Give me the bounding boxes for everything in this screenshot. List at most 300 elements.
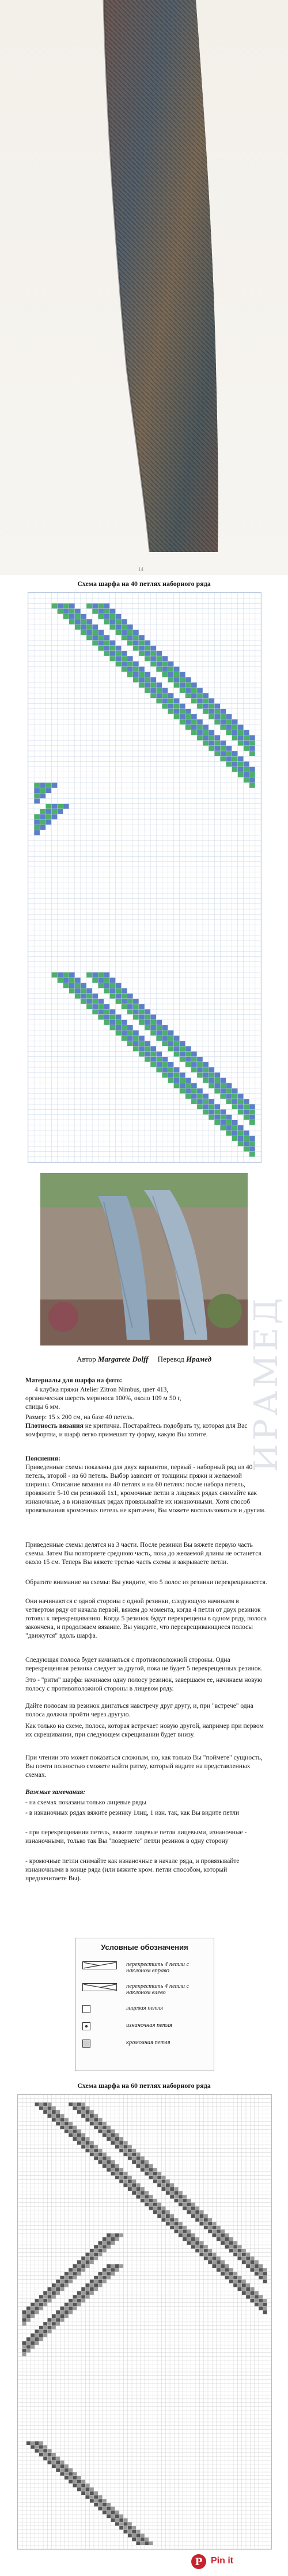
chart-stitch	[226, 1083, 232, 1088]
chart-stitch	[69, 2303, 73, 2307]
chart-stitch	[75, 619, 81, 624]
chart-stitch	[238, 756, 244, 761]
chart-stitch	[22, 2314, 26, 2318]
important-item-1: - на схемах показаны только лицевые ряды	[25, 1799, 147, 1806]
chart-stitch	[145, 2542, 149, 2546]
chart-stitch	[191, 2202, 195, 2206]
chart-stitch	[52, 2291, 56, 2295]
chart-stitch	[174, 683, 180, 688]
chart-stitch	[104, 603, 109, 608]
chart-stitch	[133, 999, 139, 1004]
chart-stitch	[187, 2237, 191, 2241]
chart-stitch	[81, 2260, 85, 2264]
chart-stitch	[132, 2160, 136, 2164]
pinit-logo[interactable]	[190, 2553, 282, 2570]
chart-stitch	[119, 2168, 123, 2172]
chart-stitch	[94, 2256, 98, 2260]
chart-stitch	[132, 2533, 136, 2537]
chart-stitch	[197, 1072, 203, 1078]
chart-stitch	[145, 641, 150, 646]
chart-stitch	[179, 2229, 183, 2233]
chart-stitch	[197, 1094, 203, 1099]
chart-stitch	[46, 788, 51, 793]
chart-stitch	[60, 2279, 64, 2283]
chart-stitch	[139, 646, 145, 651]
legend-label-5: кромочная петля	[126, 2040, 170, 2046]
chart-stitch	[161, 2218, 165, 2222]
chart-stitch	[122, 624, 127, 630]
chart-stitch	[226, 1115, 232, 1120]
chart-stitch	[197, 1057, 203, 1062]
chart-stitch	[179, 2222, 183, 2226]
chart-stitch	[249, 1120, 255, 1125]
chart-stitch	[203, 735, 209, 741]
chart-stitch	[47, 2106, 51, 2110]
chart-stitch	[233, 2279, 237, 2283]
chart-stitch	[141, 2164, 145, 2168]
chart-stitch	[47, 2456, 51, 2460]
chart-stitch	[139, 1020, 145, 1025]
chart-stitch	[56, 2118, 60, 2122]
chart-stitch	[111, 2264, 115, 2268]
chart-stitch	[60, 2472, 64, 2476]
chart-stitch	[58, 609, 63, 614]
chart-stitch	[94, 2145, 98, 2149]
chart-stitch	[183, 2202, 187, 2206]
chart-stitch	[85, 2483, 89, 2487]
chart-stitch	[109, 656, 115, 661]
chart-stitch	[123, 2176, 127, 2180]
chart-stitch	[145, 1057, 150, 1062]
chart-stitch	[220, 1109, 226, 1114]
chart-stitch	[221, 2237, 225, 2241]
materials-heading: Материалы для шарфа на фото:	[25, 1377, 122, 1384]
chart-stitch	[263, 2310, 267, 2314]
chart-stitch	[191, 2241, 195, 2245]
chart-stitch	[122, 1030, 127, 1036]
chart-stitch	[220, 746, 226, 751]
chart-stitch	[183, 2199, 187, 2203]
chart-stitch	[90, 2118, 94, 2122]
chart-stitch	[226, 746, 232, 751]
chart-stitch	[238, 1094, 244, 1099]
chart-stitch	[162, 693, 168, 698]
chart-stitch	[183, 2195, 187, 2199]
chart-stitch	[133, 1041, 139, 1046]
chart-stitch	[255, 2268, 259, 2272]
chart-stitch	[77, 2476, 81, 2480]
chart-stitch	[107, 2245, 111, 2249]
chart-stitch	[145, 1009, 150, 1014]
chart-stitch	[133, 646, 139, 651]
chart-stitch	[156, 651, 162, 656]
chart-stitch	[85, 2145, 89, 2149]
chart-stitch	[119, 2145, 123, 2149]
chart-stitch	[157, 2183, 161, 2187]
chart-stitch	[63, 983, 69, 988]
chart-stitch	[150, 677, 156, 683]
chart-stitch	[242, 2291, 246, 2295]
chart-stitch	[246, 2256, 250, 2260]
chart-stitch	[94, 2495, 98, 2499]
chart-stitch	[183, 2206, 187, 2210]
chart-stitch	[81, 2133, 85, 2137]
chart-stitch	[191, 1088, 197, 1094]
chart-stitch	[170, 2218, 174, 2222]
explanations-heading: Пояснения:	[25, 1455, 60, 1462]
chart-stitch	[197, 698, 203, 703]
chart-stitch	[65, 2306, 69, 2310]
chart-stitch	[174, 2222, 178, 2226]
chart-stitch	[149, 2202, 153, 2206]
chart-stitch	[90, 2291, 94, 2295]
chart-stitch	[65, 2122, 69, 2126]
chart-stitch	[65, 2126, 69, 2130]
chart-stitch	[221, 2268, 225, 2272]
chart-stitch	[191, 2206, 195, 2210]
chart-stitch	[115, 2518, 119, 2522]
chart-stitch	[122, 619, 127, 624]
chart-stitch	[162, 672, 168, 677]
chart-stitch	[73, 2137, 77, 2141]
chart-stitch	[103, 2276, 107, 2280]
chart-stitch	[127, 994, 133, 999]
chart-stitch	[221, 2229, 225, 2233]
chart-stitch	[157, 2214, 161, 2218]
chart-stitch	[85, 2252, 89, 2256]
chart-stitch	[128, 2187, 132, 2191]
chart-stitch	[47, 2291, 51, 2295]
chart-stitch	[43, 2299, 47, 2303]
materials-size: Размер: 15 х 200 см, на базе 40 петель.	[25, 1414, 134, 1421]
chart-stitch	[149, 2542, 153, 2546]
chart-stitch	[46, 814, 51, 819]
chart-stitch	[115, 2522, 119, 2526]
chart-stitch	[133, 661, 139, 666]
chart-stitch	[203, 1078, 209, 1083]
chart-stitch	[174, 1036, 180, 1041]
chart-stitch	[145, 2537, 149, 2542]
chart-stitch	[180, 704, 185, 709]
chart-stitch	[150, 661, 156, 666]
chart-stitch	[180, 1041, 185, 1046]
chart-stitch	[107, 2137, 111, 2141]
chart-stitch	[212, 2226, 216, 2230]
chart-stitch	[103, 2503, 107, 2507]
chart-stitch	[94, 2114, 98, 2118]
chart-stitch	[244, 1141, 249, 1146]
chart-stitch	[77, 2295, 81, 2299]
chart-stitch	[250, 2260, 254, 2264]
chart-stitch	[123, 2530, 127, 2534]
chart-stitch	[98, 2503, 102, 2507]
chart-stitch	[161, 2176, 165, 2180]
chart-stitch	[77, 2106, 81, 2110]
chart-stitch	[81, 2487, 85, 2491]
chart-60-stitches	[17, 2094, 272, 2550]
chart-stitch	[226, 1125, 232, 1130]
chart-stitch	[104, 614, 109, 619]
chart-stitch	[185, 1078, 191, 1083]
chart-stitch	[98, 999, 104, 1004]
chart-stitch	[75, 983, 81, 988]
chart-stitch	[185, 1083, 191, 1088]
chart-stitch	[123, 2145, 127, 2149]
chart-stitch	[156, 1036, 162, 1041]
chart-stitch	[104, 983, 109, 988]
chart-stitch	[153, 2199, 157, 2203]
chart-stitch	[52, 2326, 56, 2330]
chart-stitch	[128, 2149, 132, 2153]
chart-stitch	[111, 2272, 115, 2276]
chart-stitch	[145, 1052, 150, 1057]
chart-stitch	[150, 1025, 156, 1030]
chart-stitch	[208, 2222, 212, 2226]
chart-stitch	[43, 2329, 47, 2333]
chart-stitch	[122, 651, 127, 656]
chart-stitch	[170, 2222, 174, 2226]
chart-stitch	[249, 741, 255, 746]
chart-stitch	[244, 772, 249, 777]
chart-stitch	[220, 1083, 226, 1088]
chart-stitch	[162, 666, 168, 672]
chart-stitch	[208, 2249, 212, 2253]
explanation-p3: Обратите внимание на схемы: Вы увидите, что 5 полос из резинки перекрещиваются.	[25, 1579, 267, 1586]
chart-stitch	[85, 2110, 89, 2114]
materials-density	[25, 1422, 267, 1439]
chart-stitch	[156, 666, 162, 672]
chart-stitch	[209, 1109, 214, 1114]
chart-stitch	[98, 2506, 102, 2510]
chart-stitch	[104, 635, 109, 640]
chart-stitch	[214, 714, 220, 719]
chart-stitch	[128, 2533, 132, 2537]
chart-stitch	[116, 619, 122, 624]
cross-right-icon	[82, 1961, 117, 1969]
chart-stitch	[69, 2306, 73, 2310]
chart-stitch	[220, 1088, 226, 1094]
chart-stitch	[109, 619, 115, 624]
chart-stitch	[225, 2268, 229, 2272]
chart-stitch	[174, 2191, 178, 2195]
chart-stitch	[128, 2522, 132, 2526]
chart-stitch	[90, 2152, 94, 2156]
chart-stitch	[255, 2260, 259, 2264]
chart-stitch	[107, 2160, 111, 2164]
chart-stitch	[107, 2514, 111, 2518]
chart-stitch	[249, 1152, 255, 1157]
chart-stitch	[56, 2318, 60, 2322]
chart-stitch	[249, 1141, 255, 1146]
chart-stitch	[123, 2179, 127, 2183]
chart-stitch	[90, 2287, 94, 2291]
chart-stitch	[26, 2345, 31, 2349]
chart-stitch	[168, 709, 173, 714]
chart-stitch	[103, 2241, 107, 2245]
chart-stitch	[233, 2272, 237, 2276]
chart-stitch	[259, 2272, 263, 2276]
chart2-grid	[18, 2095, 271, 2549]
chart-stitch	[221, 2264, 225, 2268]
chart-stitch	[244, 1115, 249, 1120]
scarf-photo	[0, 0, 288, 575]
chart-stitch	[128, 2526, 132, 2530]
chart-stitch	[199, 2218, 203, 2222]
chart-stitch	[145, 656, 150, 661]
chart-stitch	[60, 2287, 64, 2291]
chart-stitch	[168, 661, 173, 666]
chart-stitch	[212, 2264, 216, 2268]
chart-stitch	[115, 2168, 119, 2172]
chart-stitch	[52, 2110, 56, 2114]
chart-stitch	[237, 2245, 241, 2249]
chart-stitch	[63, 804, 69, 809]
chart-stitch	[226, 714, 232, 719]
chart-stitch	[237, 2283, 241, 2287]
chart-stitch	[75, 977, 81, 983]
chart-stitch	[73, 2106, 77, 2110]
chart-stitch	[217, 2237, 221, 2241]
chart-stitch	[40, 783, 46, 788]
chart-stitch	[145, 1020, 150, 1025]
chart-stitch	[56, 2322, 60, 2326]
chart-stitch	[65, 2303, 69, 2307]
chart-stitch	[249, 1136, 255, 1141]
chart-stitch	[232, 761, 238, 766]
chart-stitch	[58, 603, 63, 608]
chart-stitch	[56, 2283, 60, 2287]
chart-stitch	[220, 719, 226, 724]
chart-stitch	[263, 2303, 267, 2307]
chart-stitch	[77, 2479, 81, 2483]
chart-stitch	[123, 2149, 127, 2153]
chart-stitch	[123, 2522, 127, 2526]
chart-stitch	[47, 2326, 51, 2330]
chart-stitch	[132, 2149, 136, 2153]
chart-stitch	[98, 603, 104, 608]
chart-stitch	[242, 2256, 246, 2260]
chart-stitch	[81, 2299, 85, 2303]
chart-stitch	[145, 688, 150, 693]
chart-stitch	[174, 2195, 178, 2199]
chart-stitch	[133, 1036, 139, 1041]
chart-stitch	[103, 2237, 107, 2241]
chart-stitch	[109, 624, 115, 630]
chart-stitch	[116, 1020, 122, 1025]
chart-stitch	[217, 2229, 221, 2233]
chart-stitch	[122, 630, 127, 635]
chart-stitch	[119, 2522, 123, 2526]
chart-stitch	[77, 2291, 81, 2295]
chart-stitch	[116, 988, 122, 994]
chart-stitch	[203, 1062, 209, 1067]
chart-stitch	[111, 2141, 115, 2145]
chart-stitch	[225, 2245, 229, 2249]
chart-stitch	[244, 1136, 249, 1141]
chart-stitch	[86, 972, 92, 977]
chart-stitch	[31, 2306, 35, 2310]
explanation-p9: При чтении это может показаться сложным, но, как только Вы "поймете" сущность, Вы почти полностью сможете найти ритму, который видите на представленных схемах.	[25, 1754, 263, 1778]
chart-stitch	[149, 2176, 153, 2180]
scarf-illustration	[81, 0, 230, 552]
chart-stitch	[122, 988, 127, 994]
chart-stitch	[209, 1067, 214, 1072]
chart-stitch	[180, 1052, 185, 1057]
chart-stitch	[116, 646, 122, 651]
chart-stitch	[107, 2156, 111, 2160]
chart-stitch	[65, 2310, 69, 2314]
chart-stitch	[250, 2291, 254, 2295]
chart-stitch	[136, 2542, 140, 2546]
chart-stitch	[246, 2252, 250, 2256]
chart-stitch	[73, 2483, 77, 2487]
chart-stitch	[203, 741, 209, 746]
chart-stitch	[168, 1062, 173, 1067]
chart-stitch	[128, 2183, 132, 2187]
chart-stitch	[244, 761, 249, 766]
chart-stitch	[161, 2183, 165, 2187]
chart-stitch	[90, 2114, 94, 2118]
chart-stitch	[109, 651, 115, 656]
chart-stitch	[115, 2514, 119, 2518]
chart-stitch	[56, 2456, 60, 2460]
chart-stitch	[156, 1067, 162, 1072]
chart-stitch	[161, 2187, 165, 2191]
chart-stitch	[127, 666, 133, 672]
chart-stitch	[136, 2195, 140, 2199]
chart-stitch	[85, 2487, 89, 2491]
chart-stitch	[127, 1041, 133, 1046]
chart-stitch	[255, 2295, 259, 2299]
chart-stitch	[26, 2318, 31, 2322]
chart-stitch	[40, 809, 46, 814]
chart-stitch	[153, 2168, 157, 2172]
chart-stitch	[39, 2102, 43, 2106]
chart-stitch	[39, 2329, 43, 2333]
chart-stitch	[133, 672, 139, 677]
chart-stitch	[209, 746, 214, 751]
legend-label-4: изнаночная петля	[126, 2022, 172, 2029]
chart-stitch	[242, 2252, 246, 2256]
translator-name: Ирамед	[186, 1355, 212, 1363]
chart-stitch	[166, 2179, 170, 2183]
chart-stitch	[35, 2449, 39, 2453]
logo-text: Pin it	[211, 2556, 234, 2566]
chart-stitch	[174, 1072, 180, 1078]
chart-stitch	[98, 2241, 102, 2245]
chart-stitch	[56, 2279, 60, 2283]
chart-stitch	[217, 2256, 221, 2260]
chart-stitch	[139, 1041, 145, 1046]
chart-stitch	[98, 635, 104, 640]
chart-stitch	[208, 2252, 212, 2256]
chart-stitch	[249, 783, 255, 788]
chart-stitch	[63, 977, 69, 983]
chart-stitch	[156, 1025, 162, 1030]
chart-stitch	[119, 2264, 123, 2268]
chart-stitch	[77, 2260, 81, 2264]
chart-stitch	[168, 1046, 173, 1051]
chart-stitch	[204, 2252, 208, 2256]
chart-stitch	[204, 2218, 208, 2222]
chart-stitch	[81, 2483, 85, 2487]
chart-stitch	[145, 672, 150, 677]
chart-stitch	[139, 683, 145, 688]
chart-stitch	[85, 2260, 89, 2264]
chart-stitch	[197, 704, 203, 709]
chart-stitch	[56, 2314, 60, 2318]
chart-stitch	[250, 2295, 254, 2299]
